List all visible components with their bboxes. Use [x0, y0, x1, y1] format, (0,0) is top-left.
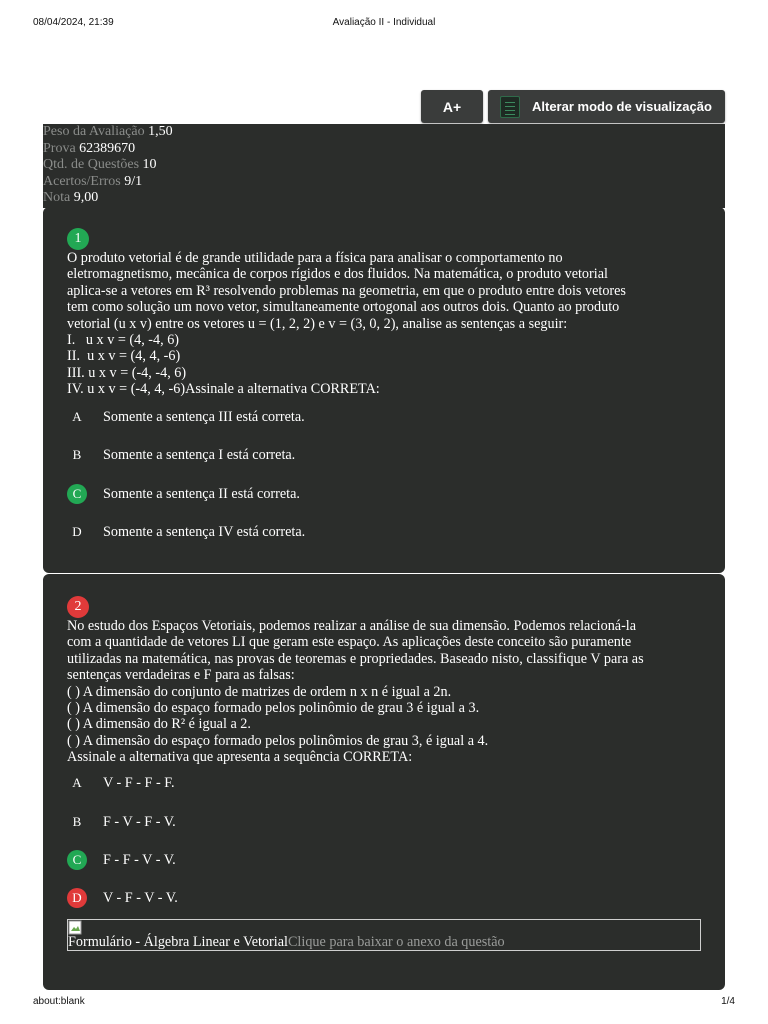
attachment-link[interactable] — [68, 934, 505, 951]
alternative-option[interactable] — [67, 445, 687, 467]
question-line: aplica-se a vetores em R³ resolvendo problemas na geometria, em que o produto entre dois vetores — [67, 282, 626, 299]
alternative-letter: D — [72, 524, 82, 539]
alternative-option[interactable] — [67, 812, 687, 834]
print-url: about:blank — [33, 996, 85, 1007]
attachment-box[interactable] — [67, 919, 701, 951]
alternative-letter: A — [72, 775, 82, 790]
info-exam — [43, 141, 725, 158]
evaluation-info — [43, 124, 725, 208]
question-number-badge: 2 — [67, 596, 89, 618]
question-card — [43, 574, 725, 990]
info-grade-label: Nota — [43, 190, 71, 205]
question-line: Assinale a alternativa que apresenta a sequência CORRETA: — [67, 749, 413, 766]
question-line: O produto vetorial é de grande utilidade para a física para analisar o comportamento no — [67, 250, 563, 266]
info-exam-value: 62389670 — [79, 140, 136, 156]
question-line: III. u x v = (-4, -4, 6) — [67, 364, 187, 381]
alternative-option[interactable] — [67, 773, 687, 795]
question-number-badge: 1 — [67, 228, 89, 250]
change-view-mode-button[interactable] — [488, 90, 725, 123]
alternative-option[interactable] — [67, 522, 687, 544]
question-card — [43, 207, 725, 573]
question-line: ( ) A dimensão do espaço formado pelos polinômio de grau 3 é igual a 3. — [67, 700, 480, 717]
alternative-option[interactable] — [67, 888, 687, 910]
info-hits-errors — [43, 174, 725, 191]
attachment-name: Formulário - Álgebra Linear e Vetorial — [68, 934, 288, 950]
alternative-text: Somente a sentença II está correta. — [103, 486, 300, 502]
question-line: ( ) A dimensão do espaço formado pelos polinômios de grau 3, é igual a 4. — [67, 732, 489, 749]
alternative-letter-correct: C — [67, 484, 87, 504]
alternative-option[interactable] — [67, 850, 687, 872]
increase-font-button[interactable]: A+ — [421, 90, 483, 123]
question-line: vetorial (u x v) entre os vetores u = (1, 2, 2) e v = (3, 0, 2), analise as sentenças a seguir: — [67, 315, 568, 332]
info-grade — [43, 190, 725, 207]
alternative-text: V - F - V - V. — [103, 890, 178, 906]
info-question-count-value: 10 — [142, 157, 157, 172]
question-line: No estudo dos Espaços Vetoriais, podemos realizar a análise de sua dimensão. Podemos relacioná-la — [67, 618, 637, 634]
print-datetime: 08/04/2024, 21:39 — [33, 17, 114, 28]
attachment-download-link[interactable]: Clique para baixar o anexo da questão — [287, 934, 505, 950]
alternative-option[interactable] — [67, 484, 687, 506]
question-line: utilizadas na matemática, nas provas de teoremas e propriedades. Baseado nisto, classifique V para as — [67, 650, 644, 667]
alternative-text: Somente a sentença IV está correta. — [103, 524, 306, 540]
alternative-text: Somente a sentença III está correta. — [103, 409, 305, 425]
alternative-letter: B — [72, 814, 82, 829]
info-exam-label: Prova — [43, 140, 76, 156]
info-question-count-label: Qtd. de Questões — [43, 157, 140, 172]
print-title: Avaliação II - Individual — [332, 17, 436, 28]
question-text — [67, 618, 707, 766]
question-line: II. u x v = (4, 4, -6) — [67, 348, 181, 365]
alternative-option[interactable] — [67, 407, 687, 429]
print-footer — [0, 996, 768, 1010]
alternative-text: V - F - F - F. — [103, 775, 175, 791]
alternative-text: F - V - F - V. — [103, 814, 176, 830]
change-view-mode-label: Alterar modo de visualização — [532, 99, 712, 114]
info-hits-errors-value: 9/1 — [124, 173, 143, 189]
alternative-letter: A — [72, 409, 82, 424]
question-line: ( ) A dimensão do conjunto de matrizes de ordem n x n é igual a 2n. — [67, 683, 452, 700]
alternative-text: F - F - V - V. — [103, 852, 176, 868]
view-mode-icon — [500, 96, 520, 118]
question-line: eletromagnetismo, mecânica de corpos rígidos e dos fluidos. Na matemática, o produto vetorial — [67, 266, 608, 283]
info-grade-value: 9,00 — [73, 190, 99, 205]
question-line: com a quantidade de vetores LI que geram este espaço. As aplicações deste conceito são puramente — [67, 634, 632, 651]
question-line: I. u x v = (4, -4, 6) — [67, 332, 180, 349]
info-question-count — [43, 157, 725, 174]
question-line: tem como solução um novo vetor, simultaneamente ortogonal aos outros dois. Quanto ao produto — [67, 299, 620, 316]
print-header — [0, 17, 768, 31]
info-weight — [43, 124, 725, 141]
alternative-text: Somente a sentença I está correta. — [103, 447, 296, 463]
info-weight-label: Peso da Avaliação — [43, 124, 145, 139]
alternative-letter: B — [72, 447, 82, 462]
alternative-letter-wrong: D — [67, 888, 87, 908]
question-line: sentenças verdadeiras e F para as falsas: — [67, 667, 295, 684]
question-line: ( ) A dimensão do R² é igual a 2. — [67, 716, 251, 733]
info-weight-value: 1,50 — [148, 124, 173, 139]
question-text — [67, 250, 707, 398]
question-line: IV. u x v = (-4, 4, -6)Assinale a alternativa CORRETA: — [67, 381, 380, 398]
print-page-number: 1/4 — [721, 996, 735, 1007]
alternative-letter-correct: C — [67, 850, 87, 870]
info-hits-errors-label: Acertos/Erros — [43, 173, 121, 189]
